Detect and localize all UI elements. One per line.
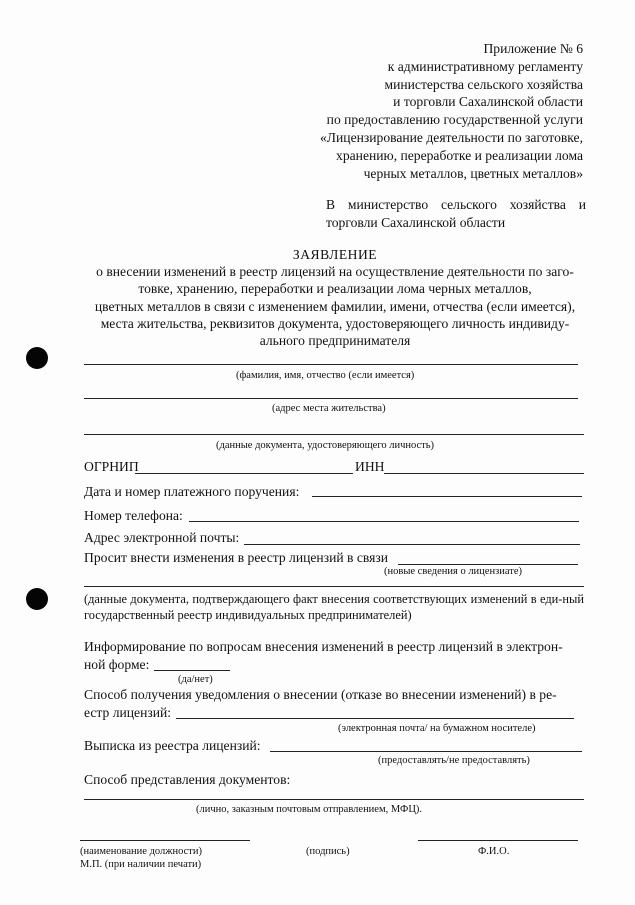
- seal-hint: М.П. (при наличии печати): [80, 859, 202, 870]
- addressee-word: и: [578, 197, 586, 212]
- inn-field[interactable]: [384, 459, 584, 474]
- title-line: о внесении изменений в реестр лицензий на осуществление деятельности по заго-: [96, 264, 574, 280]
- confirm-document-line[interactable]: [84, 586, 584, 587]
- title-line: товке, хранению, переработки и реализации лома черных металлов,: [138, 281, 532, 297]
- title-line: места жительства, реквизитов документа, удостоверяющего личность индивиду-: [100, 315, 570, 331]
- punch-hole-top: [26, 347, 48, 369]
- id-document-line[interactable]: [84, 434, 584, 435]
- appendix-header: [320, 40, 583, 182]
- punch-hole-bottom: [26, 588, 48, 610]
- addressee-word: хозяйства: [509, 197, 566, 212]
- header-line: по предоставлению государственной услуги: [326, 112, 583, 128]
- fio-line[interactable]: [84, 364, 578, 365]
- name-line[interactable]: [418, 840, 578, 841]
- header-line: «Лицензирование деятельности по заготовке,: [320, 129, 583, 145]
- address-hint: (адрес места жительства): [272, 403, 386, 414]
- addressee-word: сельского: [440, 197, 497, 212]
- extract-field[interactable]: [270, 737, 582, 752]
- addressee-word: министерство: [347, 197, 429, 212]
- email-label: Адрес электронной почты:: [84, 530, 240, 545]
- delivery-hint: (электронная почта/ на бумажном носителе): [338, 723, 536, 734]
- phone-label: Номер телефона:: [84, 508, 183, 523]
- extract-label: Выписка из реестра лицензий:: [84, 738, 261, 753]
- name-hint: Ф.И.О.: [478, 846, 510, 857]
- signature-hint: (подпись): [306, 846, 350, 857]
- addressee-line-1: [326, 196, 586, 214]
- method-hint: (лично, заказным почтовым отправлением, МФЦ).: [196, 804, 423, 815]
- submit-label: Способ представления документов:: [84, 772, 291, 787]
- payment-label: Дата и номер платежного поручения:: [84, 484, 300, 499]
- request-field[interactable]: [398, 550, 578, 565]
- request-label: Просит внести изменения в реестр лицензий в связи: [84, 550, 389, 565]
- submit-method-line[interactable]: [84, 799, 584, 800]
- ogrnip-label: ОГРНИП: [84, 459, 139, 474]
- notify-line-2: естр лицензий:: [84, 705, 172, 720]
- signature-line[interactable]: [288, 840, 368, 841]
- header-line: хранению, переработке и реализации лома: [336, 147, 583, 163]
- address-line[interactable]: [84, 398, 578, 399]
- phone-field[interactable]: [189, 507, 579, 522]
- notify-line-1: Способ получения уведомления о внесении (отказе во внесении изменений) в ре-: [84, 687, 557, 702]
- inform-line-2: ной форме:: [84, 657, 150, 672]
- statement-title: [70, 246, 600, 349]
- title-heading: ЗАЯВЛЕНИЕ: [292, 247, 378, 262]
- header-line: черных металлов, цветных металлов»: [363, 165, 583, 181]
- inform-line-1: Информирование по вопросам внесения изменений в реестр лицензий в электрон-: [84, 639, 563, 654]
- inn-label: ИНН: [355, 459, 385, 474]
- position-line[interactable]: [80, 840, 250, 841]
- fio-hint: (фамилия, имя, отчество (если имеется): [236, 370, 415, 381]
- new-info-hint: (новые сведения о лицензиате): [384, 566, 522, 577]
- inform-field[interactable]: [154, 656, 230, 671]
- id-document-hint: (данные документа, удостоверяющего личность): [216, 440, 435, 451]
- addressee-line-2: торговли Сахалинской области: [326, 214, 506, 230]
- title-line: ального предпринимателя: [259, 333, 411, 349]
- addressee-word: В: [326, 197, 336, 212]
- payment-field[interactable]: [312, 482, 582, 497]
- confirm-document-hint: (данные документа, подтверждающего факт внесения соответствующих изменений в еди-ный государственный реестр индивидуальных предпринимателей): [84, 592, 584, 622]
- position-hint: (наименование должности): [80, 846, 203, 857]
- email-field[interactable]: [244, 530, 580, 545]
- header-line: Приложение № 6: [483, 41, 583, 56]
- header-line: министерства сельского хозяйства: [384, 76, 583, 92]
- header-line: и торговли Сахалинской области: [393, 94, 583, 110]
- title-line: цветных металлов в связи с изменением фамилии, имени, отчества (если имеется),: [94, 298, 576, 314]
- header-line: к административному регламенту: [387, 58, 583, 74]
- addressee: [326, 196, 586, 232]
- yes-no-hint: (да/нет): [178, 674, 213, 685]
- ogrnip-field[interactable]: [135, 459, 353, 474]
- extract-hint: (предоставлять/не предоставлять): [378, 755, 530, 766]
- notify-field[interactable]: [176, 704, 574, 719]
